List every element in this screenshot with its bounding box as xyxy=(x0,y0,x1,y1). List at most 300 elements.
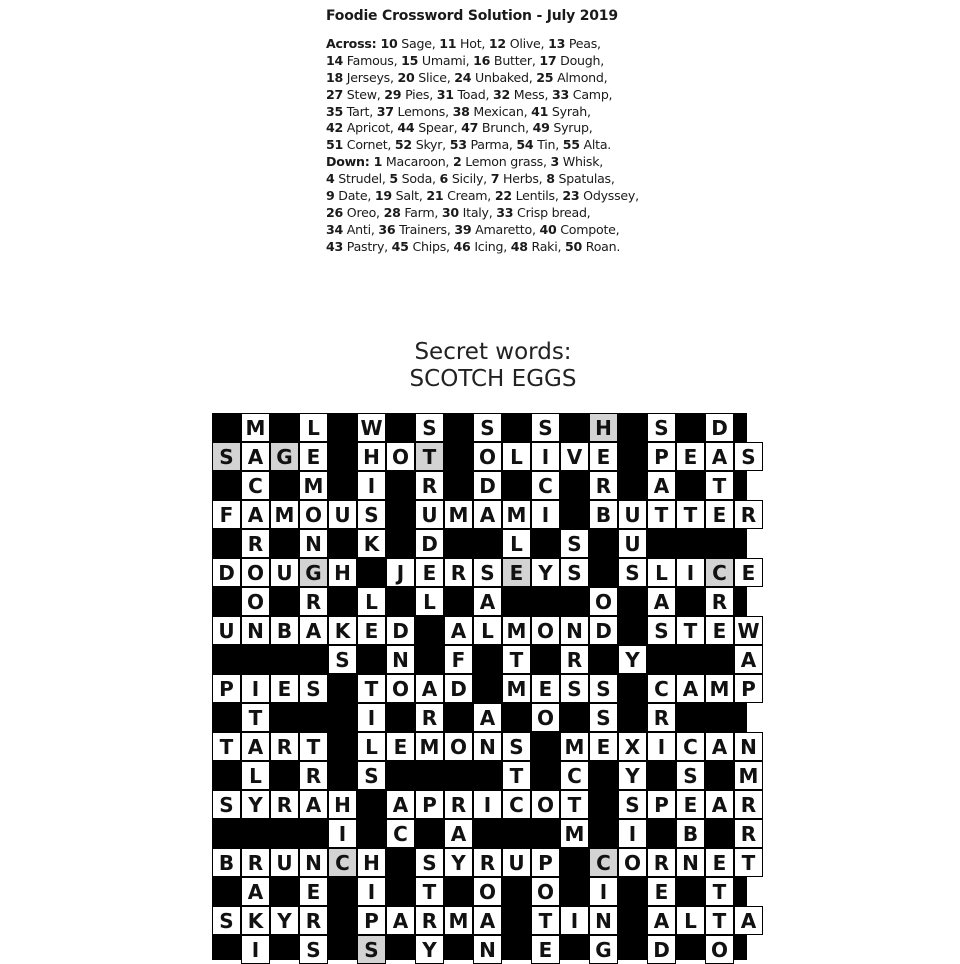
grid-letter: U xyxy=(508,850,525,875)
grid-letter: T xyxy=(306,734,321,759)
grid-cell xyxy=(589,703,618,732)
grid-letter: F xyxy=(219,502,234,527)
grid-letter: T xyxy=(422,444,437,469)
grid-letter: I xyxy=(338,821,347,846)
grid-cell xyxy=(560,674,589,703)
grid-cell xyxy=(560,732,589,761)
grid-cell xyxy=(444,906,473,935)
grid-letter: L xyxy=(655,560,668,585)
clue-number: 55 xyxy=(562,137,580,153)
grid-cell xyxy=(734,442,763,471)
grid-letter: S xyxy=(422,415,437,440)
grid-cell xyxy=(241,790,270,819)
grid-letter: M xyxy=(506,676,527,701)
grid-letter: C xyxy=(712,560,727,585)
grid-cell xyxy=(212,616,241,645)
clue-answer: Mexican, xyxy=(469,103,532,119)
grid-letter: A xyxy=(479,908,496,933)
clue-answer: Crisp bread, xyxy=(513,204,591,220)
clue-answer: Skyr, xyxy=(411,137,450,153)
grid-letter: O xyxy=(536,792,554,817)
grid-cell xyxy=(705,471,734,500)
grid-cell xyxy=(473,558,502,587)
grid-cell xyxy=(734,616,763,645)
grid-letter: B xyxy=(218,850,235,875)
grid-letter: D xyxy=(595,618,612,643)
grid-cell xyxy=(531,877,560,906)
grid-cell xyxy=(647,848,676,877)
grid-letter: A xyxy=(479,502,496,527)
clue-number: 4 xyxy=(326,171,335,187)
grid-cell xyxy=(212,558,241,587)
grid-cell xyxy=(676,500,705,529)
clue-answer: Whisk, xyxy=(559,154,604,170)
grid-letter: A xyxy=(653,473,670,498)
clue-number: 38 xyxy=(452,103,470,119)
grid-cell xyxy=(299,877,328,906)
grid-cell xyxy=(299,471,328,500)
grid-letter: O xyxy=(391,444,409,469)
grid-cell xyxy=(502,645,531,674)
clue-number: 9 xyxy=(326,188,335,204)
grid-letter: I xyxy=(570,908,579,933)
grid-cell xyxy=(415,935,444,964)
grid-cell xyxy=(241,529,270,558)
grid-cell xyxy=(647,674,676,703)
grid-letter: U xyxy=(421,502,438,527)
grid-letter: E xyxy=(712,618,727,643)
grid-letter: E xyxy=(683,792,698,817)
grid-letter: A xyxy=(711,792,728,817)
grid-letter: N xyxy=(682,850,699,875)
grid-letter: D xyxy=(421,531,438,556)
grid-cell xyxy=(589,471,618,500)
grid-letter: S xyxy=(654,618,669,643)
grid-letter: A xyxy=(305,792,322,817)
grid-cell xyxy=(357,413,386,442)
clue-number: 12 xyxy=(488,36,506,51)
grid-letter: E xyxy=(712,850,727,875)
clue-answer: Parma, xyxy=(466,137,517,153)
grid-letter: P xyxy=(538,850,553,875)
clue-answer: Pies, xyxy=(401,86,437,102)
grid-letter: O xyxy=(391,676,409,701)
grid-letter: L xyxy=(365,589,378,614)
grid-cell xyxy=(241,848,270,877)
grid-cell xyxy=(705,732,734,761)
grid-letter: R xyxy=(711,589,728,614)
clue-answer: Almond, xyxy=(553,69,608,85)
grid-letter: A xyxy=(479,589,496,614)
grid-cell xyxy=(705,500,734,529)
grid-cell xyxy=(357,732,386,761)
clue-answer: Soda, xyxy=(397,171,440,187)
clue-number: 28 xyxy=(383,204,401,220)
solution-panel xyxy=(326,6,706,256)
grid-cell xyxy=(531,442,560,471)
clue-number: 13 xyxy=(548,36,566,51)
grid-letter: S xyxy=(480,415,495,440)
grid-cell xyxy=(618,761,647,790)
clue-number: 5 xyxy=(389,171,398,187)
grid-letter: T xyxy=(219,734,234,759)
grid-letter: T xyxy=(364,676,379,701)
grid-letter: S xyxy=(625,560,640,585)
clue-answer: Tin, xyxy=(533,137,563,153)
grid-letter: O xyxy=(623,850,641,875)
grid-letter: R xyxy=(276,792,293,817)
grid-cell xyxy=(241,413,270,442)
clue-answer: Peas, xyxy=(565,36,601,51)
grid-cell xyxy=(676,558,705,587)
grid-letter: L xyxy=(510,531,523,556)
grid-letter: T xyxy=(422,879,437,904)
solution-line xyxy=(326,188,706,205)
clue-answer: Salt, xyxy=(391,188,427,204)
grid-cell xyxy=(618,848,647,877)
grid-letter: P xyxy=(741,676,756,701)
grid-cell xyxy=(212,790,241,819)
grid-cell xyxy=(444,616,473,645)
grid-letter: U xyxy=(624,531,641,556)
grid-cell xyxy=(444,500,473,529)
clue-answer: Cream, xyxy=(443,188,495,204)
grid-cell xyxy=(386,732,415,761)
grid-cell xyxy=(676,442,705,471)
clue-number: 6 xyxy=(439,171,449,187)
grid-cell xyxy=(618,500,647,529)
grid-cell xyxy=(299,761,328,790)
grid-cell xyxy=(618,732,647,761)
grid-letter: S xyxy=(538,415,553,440)
grid-cell-shaded xyxy=(415,442,444,471)
grid-cell xyxy=(531,703,560,732)
solution-line xyxy=(326,36,706,53)
grid-letter: C xyxy=(393,821,408,846)
clue-answer: Farm, xyxy=(400,204,442,220)
grid-cell xyxy=(241,935,270,964)
grid-letter: T xyxy=(741,850,756,875)
grid-cell-shaded xyxy=(589,413,618,442)
grid-cell xyxy=(241,674,270,703)
grid-cell xyxy=(299,906,328,935)
grid-cell xyxy=(386,616,415,645)
grid-cell xyxy=(328,819,357,848)
grid-cell xyxy=(299,529,328,558)
grid-letter: H xyxy=(334,792,351,817)
grid-cell xyxy=(734,906,763,935)
solution-line xyxy=(326,104,706,121)
grid-letter: U xyxy=(218,618,235,643)
grid-cell xyxy=(444,732,473,761)
grid-cell xyxy=(473,848,502,877)
grid-cell xyxy=(705,442,734,471)
grid-cell xyxy=(734,790,763,819)
clue-answer: Umami, xyxy=(418,52,474,68)
grid-cell xyxy=(589,587,618,616)
grid-letter: I xyxy=(541,444,550,469)
grid-cell xyxy=(705,877,734,906)
grid-cell xyxy=(705,674,734,703)
grid-letter: U xyxy=(334,502,351,527)
grid-letter: R xyxy=(595,473,612,498)
grid-cell xyxy=(415,703,444,732)
grid-letter: G xyxy=(305,560,322,585)
grid-cell xyxy=(299,413,328,442)
solution-title: Foodie Crossword Solution - July 2019 xyxy=(326,8,618,24)
grid-cell xyxy=(676,761,705,790)
grid-cell xyxy=(647,558,676,587)
secret-words-label: Secret words: xyxy=(414,339,572,365)
grid-letter: I xyxy=(367,705,376,730)
grid-letter: I xyxy=(483,792,492,817)
clue-number: 45 xyxy=(391,238,409,254)
clue-number: 10 xyxy=(380,36,398,51)
clue-answer: Trainers, xyxy=(395,221,455,237)
grid-letter: N xyxy=(305,531,322,556)
grid-cell xyxy=(531,906,560,935)
grid-letter: M xyxy=(738,763,759,788)
grid-cell xyxy=(705,616,734,645)
grid-letter: A xyxy=(305,618,322,643)
grid-cell xyxy=(531,413,560,442)
clue-number: 31 xyxy=(436,86,454,102)
grid-letter: N xyxy=(479,734,496,759)
grid-letter: L xyxy=(481,618,494,643)
clue-number: 30 xyxy=(441,204,459,220)
clue-answer: Spatulas, xyxy=(554,171,615,187)
grid-letter: A xyxy=(247,734,264,759)
clue-number: 50 xyxy=(564,238,583,254)
solution-line xyxy=(326,87,706,104)
grid-cell xyxy=(531,558,560,587)
grid-letter: E xyxy=(654,879,669,904)
grid-letter: V xyxy=(566,444,583,469)
grid-cell xyxy=(444,645,473,674)
grid-cell xyxy=(531,674,560,703)
grid-letter: S xyxy=(567,531,582,556)
grid-letter: I xyxy=(686,560,695,585)
grid-cell xyxy=(647,471,676,500)
grid-letter: H xyxy=(595,415,612,440)
clue-answer: Pastry, xyxy=(343,238,392,254)
solution-line xyxy=(326,222,706,239)
grid-letter: O xyxy=(710,937,728,962)
grid-letter: N xyxy=(305,850,322,875)
grid-letter: U xyxy=(276,560,293,585)
section-heading: Across: xyxy=(326,36,381,51)
grid-letter: R xyxy=(421,473,438,498)
grid-letter: R xyxy=(247,531,264,556)
grid-cell xyxy=(705,587,734,616)
clue-answer: Toad, xyxy=(453,86,493,102)
grid-cell xyxy=(473,442,502,471)
grid-cell xyxy=(444,848,473,877)
grid-letter: T xyxy=(712,473,727,498)
clue-number: 17 xyxy=(539,52,557,68)
grid-letter: P xyxy=(219,676,234,701)
grid-letter: A xyxy=(247,444,264,469)
grid-letter: U xyxy=(624,502,641,527)
clue-answer: Chips, xyxy=(408,238,454,254)
grid-cell xyxy=(415,587,444,616)
grid-letter: P xyxy=(364,908,379,933)
clue-answer: Camp, xyxy=(569,86,613,102)
grid-cell xyxy=(386,442,415,471)
grid-letter: A xyxy=(247,879,264,904)
grid-letter: I xyxy=(628,821,637,846)
clue-number: 34 xyxy=(326,221,344,237)
grid-cell xyxy=(241,587,270,616)
grid-cell xyxy=(444,819,473,848)
grid-letter: E xyxy=(393,734,408,759)
grid-cell xyxy=(415,848,444,877)
grid-letter: O xyxy=(304,502,322,527)
grid-cell xyxy=(415,558,444,587)
clue-number: 21 xyxy=(426,188,444,204)
grid-cell xyxy=(415,471,444,500)
grid-letter: S xyxy=(422,850,437,875)
grid-letter: R xyxy=(653,850,670,875)
grid-cell xyxy=(502,529,531,558)
clue-answer: Sicily, xyxy=(448,171,491,187)
grid-cell xyxy=(502,848,531,877)
clue-answer: Olive, xyxy=(505,36,549,51)
grid-letter: C xyxy=(248,473,263,498)
grid-letter: W xyxy=(737,618,760,643)
grid-letter: R xyxy=(305,589,322,614)
grid-letter: R xyxy=(305,908,322,933)
grid-cell xyxy=(415,790,444,819)
grid-letter: O xyxy=(478,444,496,469)
grid-cell xyxy=(386,645,415,674)
grid-letter: S xyxy=(364,502,379,527)
grid-cell xyxy=(647,442,676,471)
grid-cell xyxy=(531,790,560,819)
grid-letter: S xyxy=(364,937,379,962)
grid-cell xyxy=(473,616,502,645)
grid-cell xyxy=(299,587,328,616)
grid-letter: S xyxy=(219,444,234,469)
grid-cell xyxy=(241,906,270,935)
grid-cell xyxy=(415,674,444,703)
grid-cell xyxy=(647,413,676,442)
grid-cell xyxy=(299,935,328,964)
grid-cell xyxy=(676,616,705,645)
grid-cell xyxy=(328,790,357,819)
clue-answer: Dough, xyxy=(556,52,605,68)
grid-letter: E xyxy=(741,560,756,585)
grid-cell xyxy=(473,877,502,906)
grid-letter: K xyxy=(334,618,351,643)
grid-letter: E xyxy=(683,444,698,469)
clue-answer: Lentils, xyxy=(511,188,563,204)
grid-cell-shaded xyxy=(328,848,357,877)
grid-cell xyxy=(589,616,618,645)
clue-answer: Lemons, xyxy=(393,103,453,119)
grid-cell xyxy=(473,500,502,529)
clue-number: 23 xyxy=(562,188,580,204)
grid-letter: P xyxy=(422,792,437,817)
clue-answer: Macaroon, xyxy=(382,154,453,170)
grid-cell xyxy=(589,877,618,906)
grid-letter: Y xyxy=(422,937,437,962)
grid-letter: R xyxy=(421,705,438,730)
grid-cell xyxy=(241,877,270,906)
grid-letter: C xyxy=(509,792,524,817)
grid-cell xyxy=(647,587,676,616)
clue-answer: Slice, xyxy=(414,69,455,85)
grid-letter: D xyxy=(392,618,409,643)
grid-letter: O xyxy=(536,705,554,730)
grid-cell xyxy=(241,703,270,732)
grid-cell xyxy=(270,616,299,645)
clue-number: 14 xyxy=(326,52,344,68)
grid-cell xyxy=(647,500,676,529)
grid-cell xyxy=(473,471,502,500)
grid-cell xyxy=(357,674,386,703)
grid-cell xyxy=(734,500,763,529)
clue-number: 37 xyxy=(376,103,394,119)
grid-letter: C xyxy=(335,850,350,875)
grid-letter: O xyxy=(536,618,554,643)
clue-answer: Brunch, xyxy=(478,120,533,136)
grid-cell xyxy=(241,558,270,587)
clue-number: 33 xyxy=(496,204,514,220)
clue-number: 25 xyxy=(536,69,554,85)
grid-letter: T xyxy=(683,618,698,643)
grid-letter: R xyxy=(276,734,293,759)
grid-cell xyxy=(618,790,647,819)
grid-cell xyxy=(502,674,531,703)
solution-line xyxy=(326,154,706,171)
grid-cell xyxy=(589,674,618,703)
grid-cell xyxy=(676,674,705,703)
grid-cell xyxy=(270,732,299,761)
grid-letter: M xyxy=(506,618,527,643)
clue-answer: Spear, xyxy=(414,120,462,136)
grid-letter: C xyxy=(654,676,669,701)
clue-number: 15 xyxy=(401,52,419,68)
grid-cell xyxy=(241,761,270,790)
grid-letter: I xyxy=(251,676,260,701)
clue-number: 48 xyxy=(510,238,528,254)
grid-cell xyxy=(473,906,502,935)
grid-cell xyxy=(502,500,531,529)
grid-cell xyxy=(270,500,299,529)
grid-cell xyxy=(531,500,560,529)
grid-cell-shaded xyxy=(705,558,734,587)
grid-letter: S xyxy=(567,676,582,701)
grid-cell-shaded xyxy=(502,558,531,587)
grid-letter: X xyxy=(624,734,641,759)
grid-letter: A xyxy=(740,908,757,933)
grid-cell xyxy=(676,906,705,935)
grid-cell xyxy=(415,906,444,935)
grid-cell xyxy=(415,877,444,906)
grid-cell xyxy=(299,790,328,819)
grid-letter: A xyxy=(247,502,264,527)
grid-cell xyxy=(357,877,386,906)
clue-answer: Hot, xyxy=(456,36,489,51)
grid-letter: E xyxy=(422,560,437,585)
grid-letter: E xyxy=(538,937,553,962)
grid-letter: A xyxy=(682,676,699,701)
grid-letter: S xyxy=(335,647,350,672)
grid-letter: D xyxy=(450,676,467,701)
grid-letter: E xyxy=(277,676,292,701)
grid-letter: N xyxy=(740,734,757,759)
